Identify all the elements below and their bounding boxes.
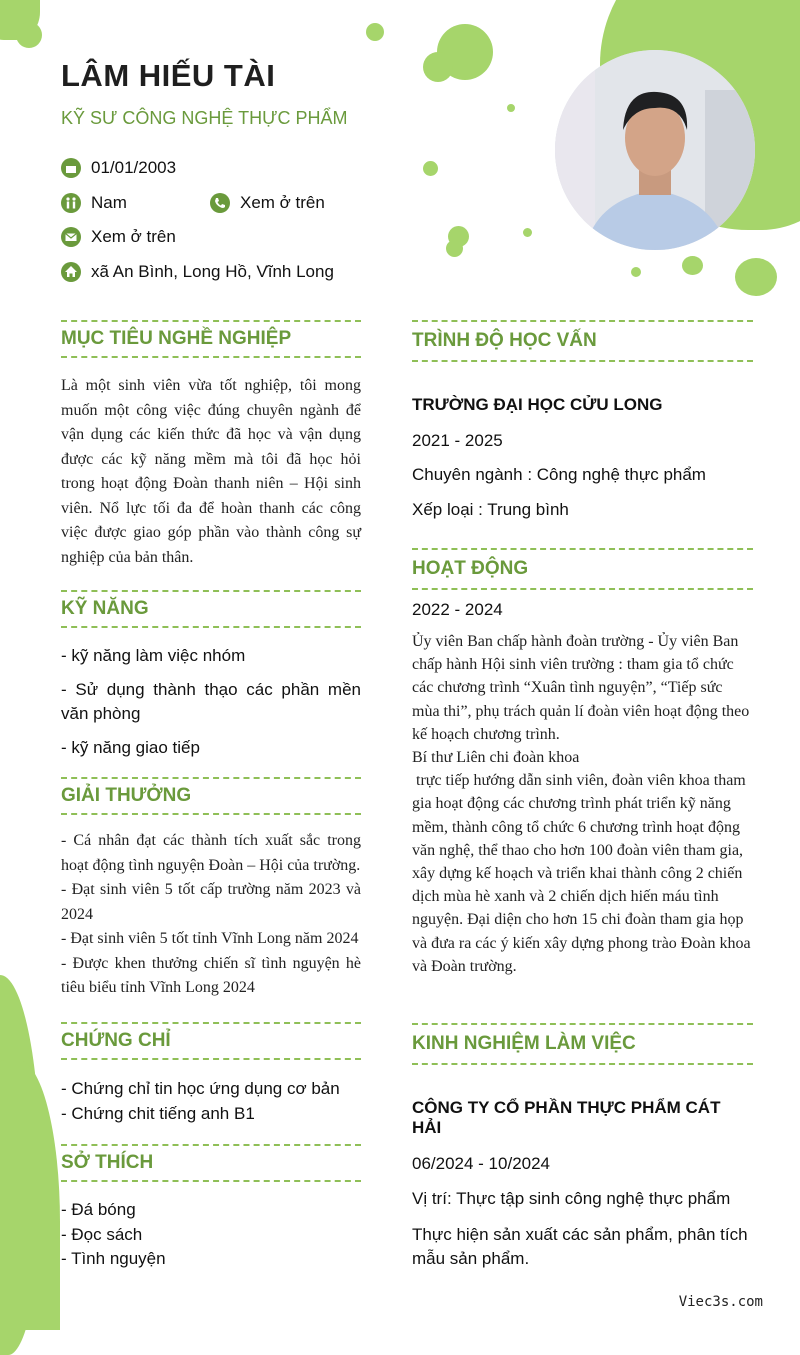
awards-heading: GIẢI THƯỞNG [61,777,361,815]
certificate-item: - Chứng chỉ tin học ứng dụng cơ bản [61,1079,340,1098]
hobbies-heading: SỞ THÍCH [61,1144,361,1182]
decor-dot [682,256,703,275]
school-name: TRƯỜNG ĐẠI HỌC CỬU LONG [412,395,663,414]
certificate-item: - Chứng chit tiếng anh B1 [61,1104,255,1123]
objective-section [61,320,361,570]
hobby-item: - Tình nguyện [61,1249,166,1268]
watermark: Viec3s.com [678,1294,763,1310]
award-item: - Đạt sinh viên 5 tốt tỉnh Vĩnh Long năm 2024 [61,930,359,947]
decor-dot [446,240,463,257]
decor-dot [631,267,641,277]
hobby-item: - Đọc sách [61,1224,143,1244]
experience-section [412,1023,753,1271]
award-item: - Cá nhân đạt các thành tích xuất sắc trong hoạt động tình nguyện Đoàn – Hội của trường. [61,832,361,874]
education-rank: Xếp loại : Trung bình [412,500,569,519]
birthdate-row [61,158,176,178]
skill-item: - kỹ năng giao tiếp [61,738,200,757]
award-item: - Được khen thưởng chiến sĩ tình nguyện hè tiêu biểu tỉnh Vĩnh Long 2024 [61,954,361,996]
birthdate: 01/01/2003 [91,158,177,177]
decor-dot [16,22,42,48]
email-row [61,227,176,247]
skills-section [61,590,361,760]
hobbies-section [61,1144,361,1272]
company-name: CÔNG TY CỔ PHẦN THỰC PHẨM CÁT HẢI [412,1098,721,1137]
certificates-heading: CHỨNG CHỈ [61,1022,361,1060]
experience-period: 06/2024 - 10/2024 [412,1154,551,1173]
activities-section [412,548,753,978]
award-item: - Đạt sinh viên 5 tốt cấp trường năm 2023 và 2024 [61,881,361,923]
address: xã An Bình, Long Hồ, Vĩnh Long [91,262,334,281]
activity-paragraph: Bí thư Liên chi đoàn khoa [412,749,580,767]
experience-heading: KINH NGHIỆM LÀM VIỆC [412,1023,753,1065]
decor-dot [523,228,532,237]
awards-section [61,777,361,1001]
decor-dot [366,23,384,41]
decor-dot [423,161,438,176]
job-title: KỸ SƯ CÔNG NGHỆ THỰC PHẨM [61,108,348,128]
activities-period: 2022 - 2024 [412,600,503,619]
gender-icon [61,193,81,213]
activity-paragraph: Ủy viên Ban chấp hành đoàn trường - Ủy viên Ban chấp hành Hội sinh viên trường : tham gia tổ chức các chương trình “Xuân tình nguyện”, “Tiếp sức mùa thi”, phụ trách quản lí đoàn viên hoạt động theo kế hoạch chương trình. [412,633,750,743]
experience-position: Vị trí: Thực tập sinh công nghệ thực phẩm [412,1189,731,1208]
decor-blob-left-2 [0,1060,60,1330]
objective-heading: MỤC TIÊU NGHỀ NGHIỆP [61,320,361,358]
experience-description: Thực hiện sản xuất các sản phẩm, phân tích mẫu sản phẩm. [412,1225,748,1268]
gender: Nam [91,193,127,212]
phone: Xem ở trên [240,193,325,212]
education-period: 2021 - 2025 [412,431,503,450]
hobby-item: - Đá bóng [61,1200,136,1219]
email-icon [61,227,81,247]
person-icon [555,50,755,250]
education-heading: TRÌNH ĐỘ HỌC VẤN [412,320,753,362]
activity-paragraph: trực tiếp hướng dẫn sinh viên, đoàn viên khoa tham gia hoạt động các chương trình phát triển kỹ năng mềm, thành công tổ chức 6 chương trình hoạt động văn nghệ, thể thao cho hơn 100 đoàn viên tham gia, xây dựng kế hoạch và triển khai thành công 2 chiến dịch mùa hè xanh và 2 chiến dịch hiến máu tình nguyện. Đại diện cho hơn 15 chi đoàn tham gia họp và đưa ra các ý kiến xây dựng phong trào Đoàn khoa và Đoàn trường. [412,772,755,975]
skills-heading: KỸ NĂNG [61,590,361,628]
decor-dot [423,52,453,82]
education-section [412,320,753,520]
gender-row [61,193,127,213]
certificates-section [61,1022,361,1126]
decor-dot [507,104,515,112]
home-icon [61,262,81,282]
objective-text: Là một sinh viên vừa tốt nghiệp, tôi mong muốn một công việc đúng chuyên ngành để vận dụng các kiến thức đã học và vận dụng được các kỹ năng mềm mà tôi đã học hỏi trong hoạt động Đoàn thanh niên – Hội sinh viên. Nổ lực tối đa để hoàn thanh các công việc được giao góp phần vào thành công sự nghiệp của bản thân. [61,377,361,566]
phone-icon [210,193,230,213]
calendar-icon [61,158,81,178]
activities-heading: HOẠT ĐỘNG [412,548,753,590]
profile-photo [555,50,755,250]
address-row [61,262,334,282]
decor-dot [735,258,777,296]
skill-item: - kỹ năng làm việc nhóm [61,646,246,665]
phone-row [210,193,325,213]
skill-item: - Sử dụng thành thạo các phần mền văn phòng [61,680,361,723]
education-major: Chuyên ngành : Công nghệ thực phẩm [412,465,706,484]
email: Xem ở trên [91,227,176,246]
candidate-name: LÂM HIẾU TÀI [61,58,276,93]
